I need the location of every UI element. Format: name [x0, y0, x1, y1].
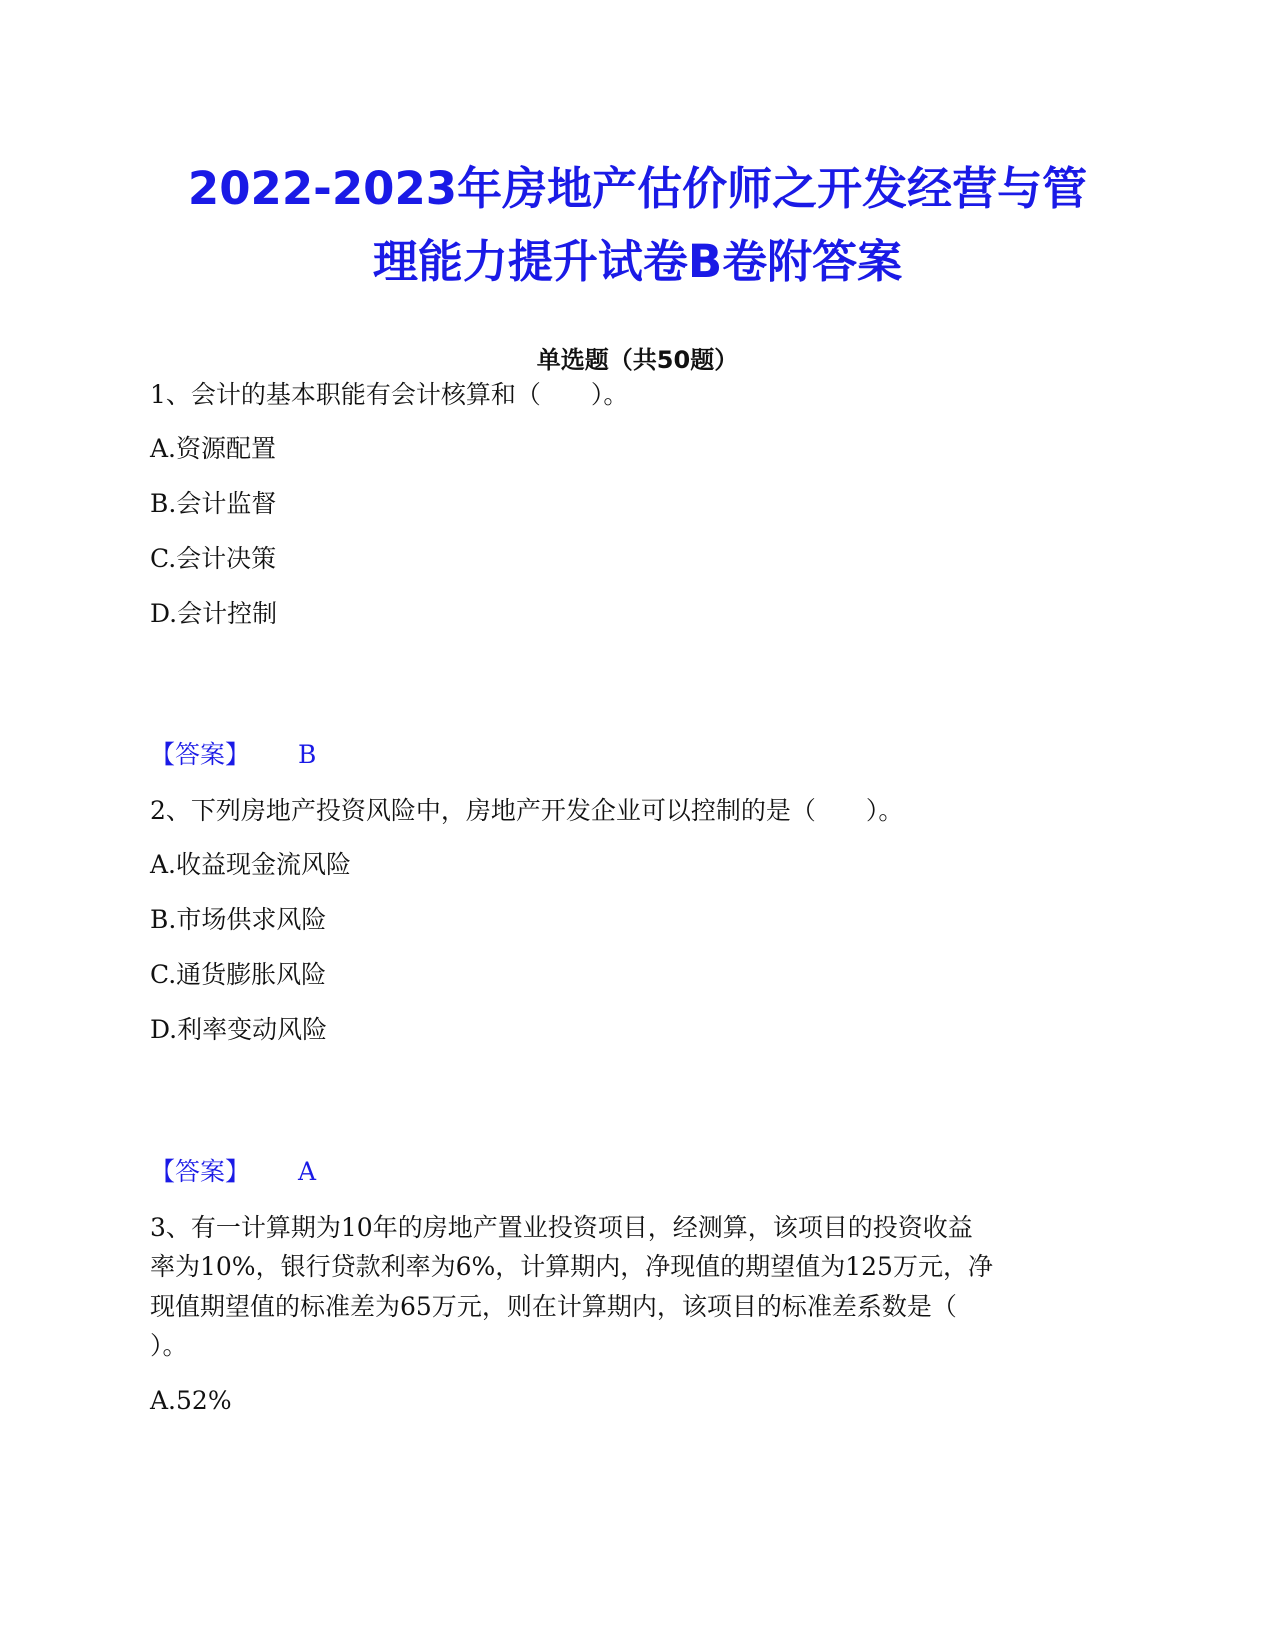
- question-3-stem-line-2: 率为10%，银行贷款利率为6%，计算期内，净现值的期望值为125万元，净: [150, 1252, 993, 1281]
- question-3-stem-line-4: ）。: [150, 1331, 188, 1360]
- question-2-stem: 2、下列房地产投资风险中，房地产开发企业可以控制的是（ ）。: [150, 796, 904, 825]
- answer-value: A: [298, 1157, 317, 1186]
- question-1-option-d: D.会计控制: [150, 599, 278, 628]
- question-3-option-a: A.52%: [150, 1386, 232, 1415]
- question-2-option-b: B.市场供求风险: [150, 905, 327, 934]
- document-title-line-2: 理能力提升试卷B卷附答案: [372, 235, 903, 288]
- question-2-option-d: D.利率变动风险: [150, 1015, 328, 1044]
- question-1-option-a: A.资源配置: [150, 434, 277, 463]
- question-2-option-c: C.通货膨胀风险: [150, 960, 327, 989]
- question-2-answer: [150, 1157, 316, 1187]
- section-heading: 单选题（共50题）: [536, 346, 739, 374]
- answer-label: 【答案】: [150, 740, 251, 769]
- question-2-option-a: A.收益现金流风险: [150, 850, 352, 879]
- question-1-stem: 1、会计的基本职能有会计核算和（ ）。: [150, 380, 629, 409]
- question-1-option-c: C.会计决策: [150, 544, 277, 573]
- question-3-stem-line-1: 3、有一计算期为10年的房地产置业投资项目，经测算，该项目的投资收益: [150, 1213, 973, 1242]
- answer-value: B: [298, 740, 317, 769]
- question-3-stem-line-3: 现值期望值的标准差为65万元，则在计算期内，该项目的标准差系数是（: [150, 1292, 957, 1321]
- document-title-line-1: 2022-2023年房地产估价师之开发经营与管: [187, 162, 1088, 215]
- question-1-option-b: B.会计监督: [150, 489, 277, 518]
- question-1-answer: [150, 740, 316, 770]
- answer-label: 【答案】: [150, 1157, 251, 1186]
